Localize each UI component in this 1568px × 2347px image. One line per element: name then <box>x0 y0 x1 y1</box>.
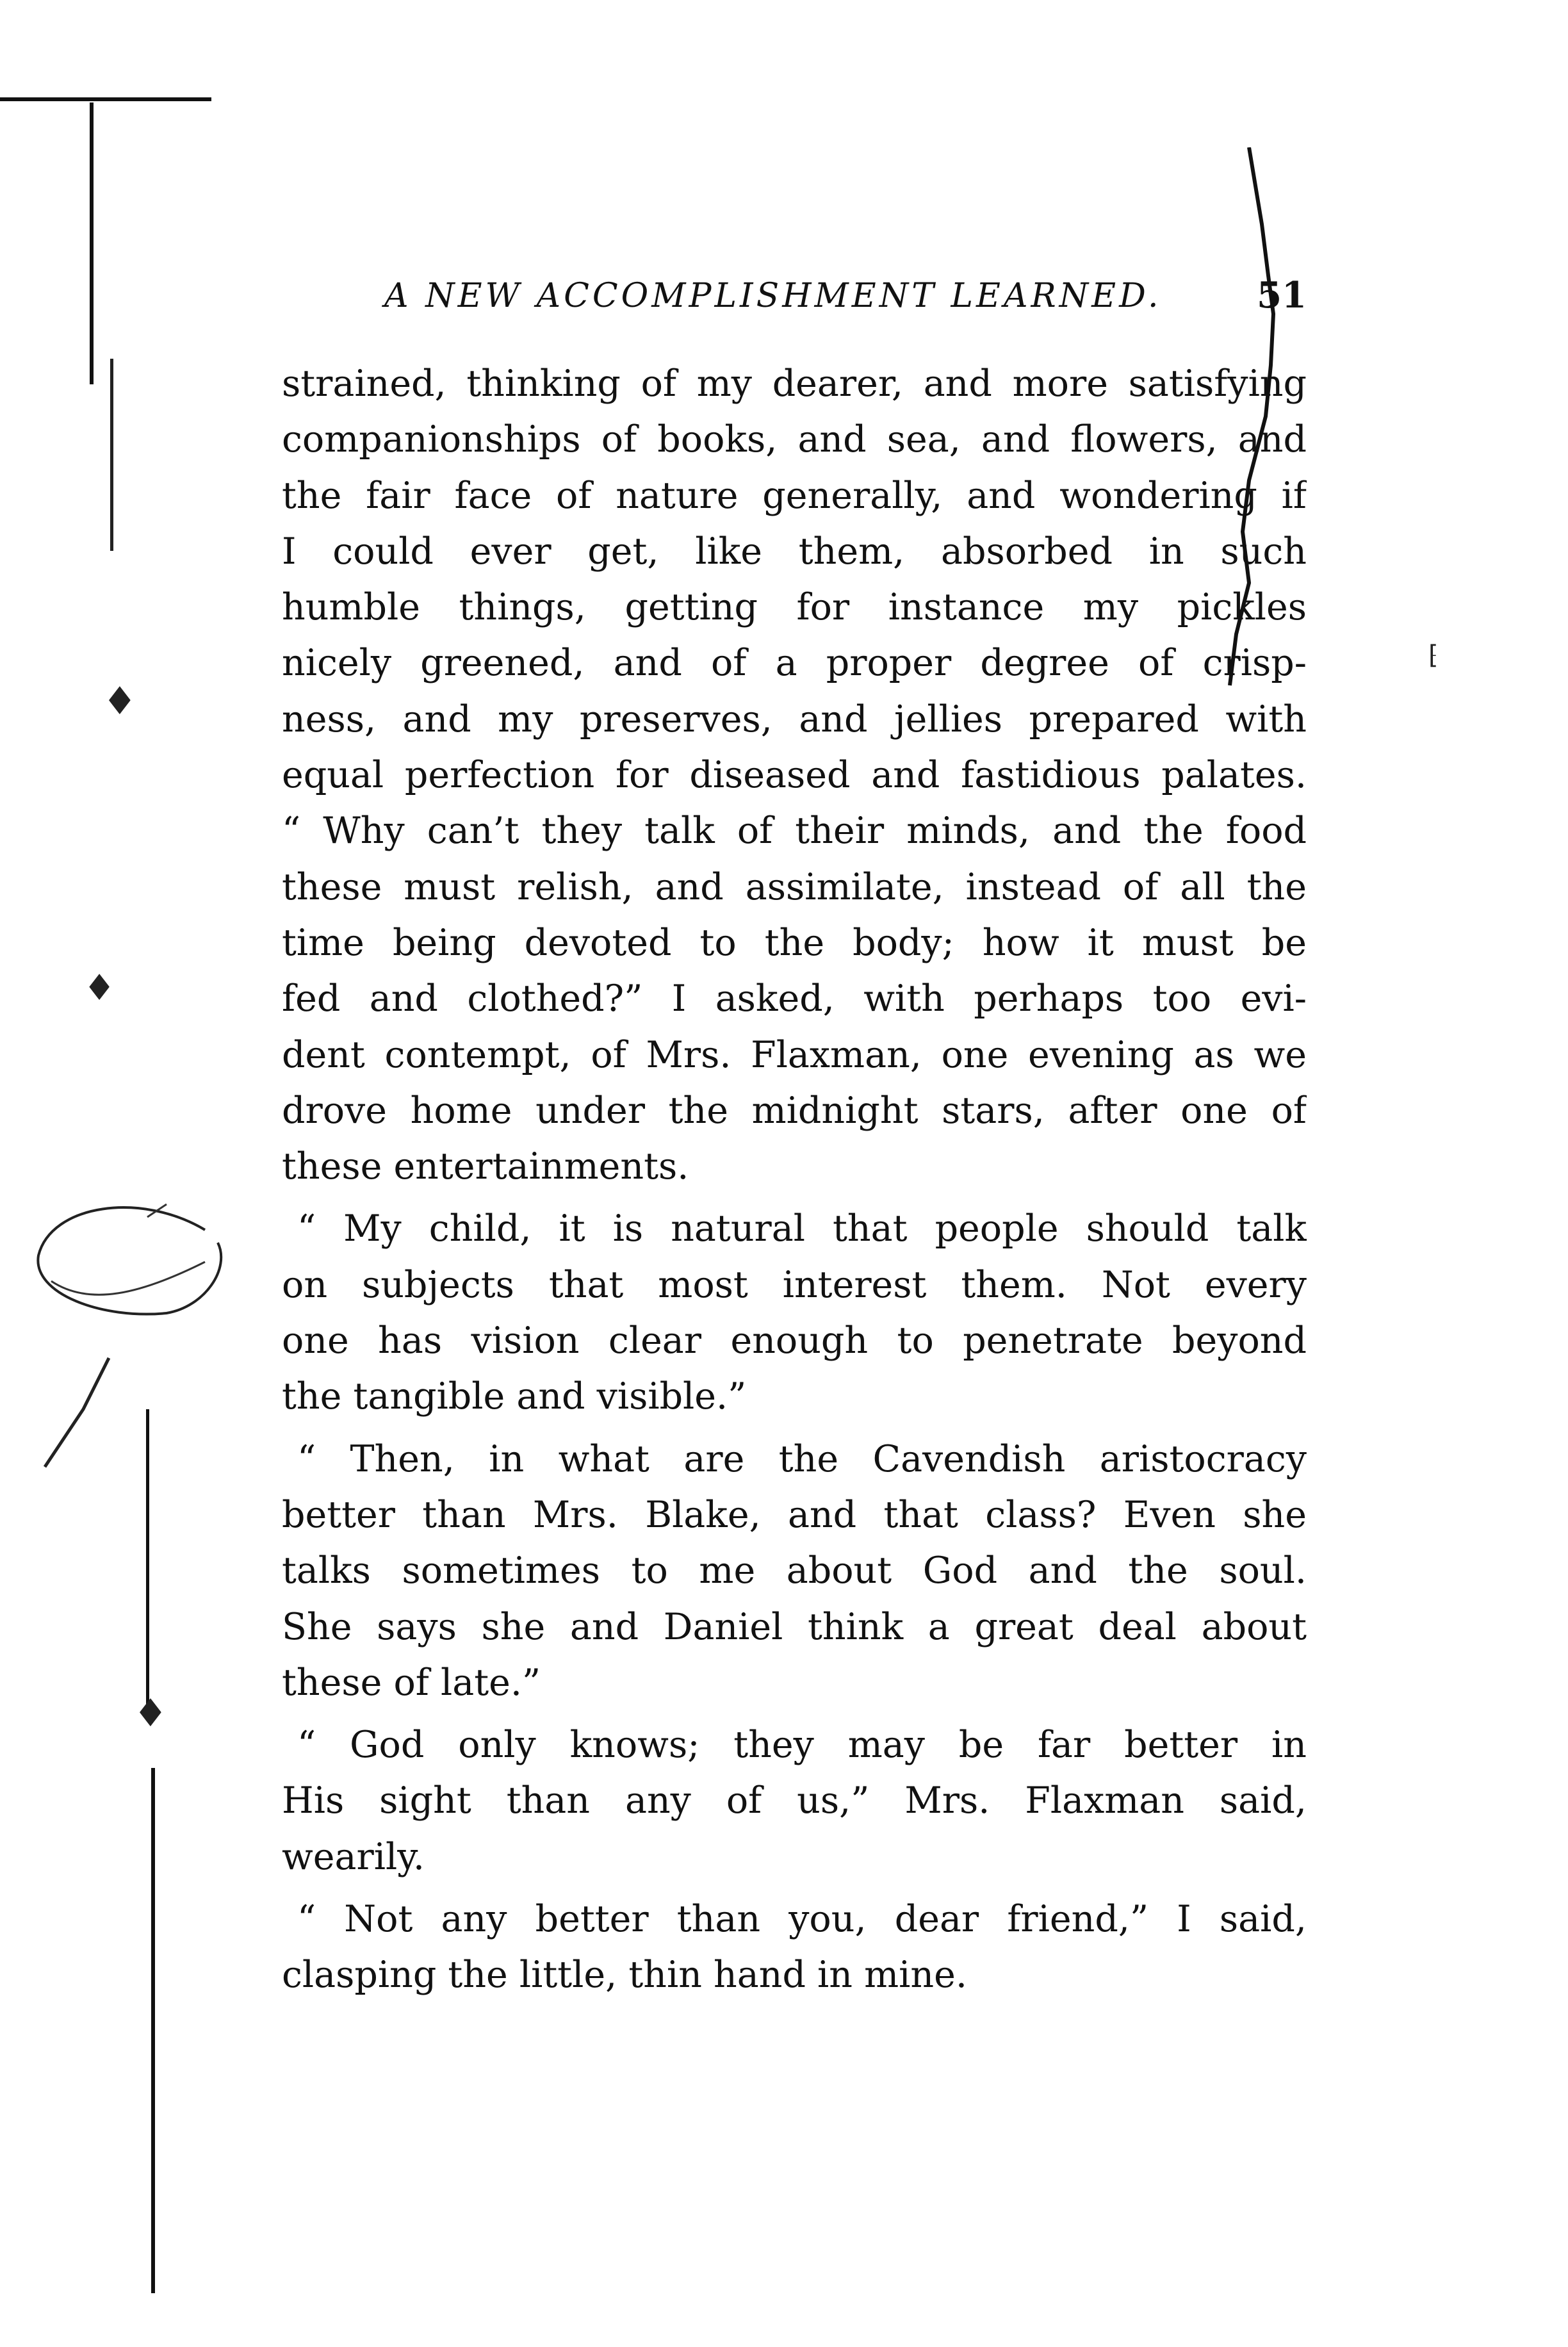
text-line: strained, thinking of my dearer, and more satisfying <box>282 363 1307 405</box>
text-line: wearily. <box>282 1835 425 1878</box>
text-line: I could ever get, like them, absorbed in such <box>282 530 1307 573</box>
running-header <box>384 274 1307 328</box>
text-line: these must relish, and assimilate, instead of all the <box>282 865 1307 908</box>
paragraph-gap <box>282 1425 1307 1432</box>
text-line: these of late.” <box>282 1661 541 1704</box>
paragraph <box>282 356 1307 1195</box>
running-title: A NEW ACCOMPLISHMENT LEARNED. <box>384 277 1162 315</box>
text-line: drove home under the midnight stars, after one of <box>282 1089 1307 1132</box>
page-number: 51 <box>1257 274 1307 316</box>
text-line: fed and clothed?” I asked, with perhaps too evi- <box>282 977 1307 1020</box>
text-line: “ Not any better than you, dear friend,” I said, <box>297 1898 1307 1941</box>
text-line: one has vision clear enough to penetrate beyond <box>282 1320 1307 1362</box>
text-line: dent contempt, of Mrs. Flaxman, one evening as we <box>282 1033 1307 1076</box>
scribble-mark <box>13 1166 269 1473</box>
text-line: “ My child, it is natural that people should talk <box>297 1207 1307 1250</box>
text-line: “ God only knows; they may be far better in <box>297 1724 1307 1767</box>
margin-rule-left <box>90 102 94 384</box>
text-line: humble things, getting for instance my pickles <box>282 586 1307 629</box>
margin-dot-3: ♦ <box>133 1691 168 1736</box>
text-line: nicely greened, and of a proper degree of crisp- <box>282 642 1307 685</box>
text-line: “ Then, in what are the Cavendish aristocracy <box>297 1437 1307 1480</box>
margin-dot-4: ⁅ <box>1428 641 1439 670</box>
margin-rule-left-4 <box>151 1768 155 2293</box>
margin-rule-left-2 <box>110 359 113 551</box>
text-line: equal perfection for diseased and fastidious palates. <box>282 754 1307 797</box>
paragraph <box>282 1201 1307 1425</box>
text-line: better than Mrs. Blake, and that class? Even she <box>282 1493 1307 1536</box>
margin-dot-1: ♦ <box>102 679 137 724</box>
margin-dot-2: ♦ <box>83 967 116 1009</box>
text-line: “ Why can’t they talk of their minds, and the food <box>282 810 1307 853</box>
text-line: companionships of books, and sea, and flowers, and <box>282 418 1307 461</box>
text-line: His sight than any of us,” Mrs. Flaxman said, <box>282 1779 1307 1822</box>
text-line: talks sometimes to me about God and the soul. <box>282 1550 1307 1592</box>
text-line: these entertainments. <box>282 1145 689 1188</box>
body-text <box>282 356 1307 2004</box>
text-line: time being devoted to the body; how it must be <box>282 921 1307 964</box>
paragraph <box>282 1432 1307 1711</box>
paragraph-gap <box>282 1885 1307 1892</box>
paragraph <box>282 1892 1307 2004</box>
text-line: She says she and Daniel think a great deal about <box>282 1605 1307 1648</box>
text-line: the fair face of nature generally, and wondering if <box>282 474 1307 517</box>
margin-rule-top <box>0 97 211 101</box>
text-line: clasping the little, thin hand in mine. <box>282 1954 967 1997</box>
text-line: the tangible and visible.” <box>282 1375 747 1418</box>
text-line: ness, and my preserves, and jellies prepared with <box>282 698 1307 740</box>
paragraph <box>282 1717 1307 1885</box>
text-line: on subjects that most interest them. Not every <box>282 1263 1307 1306</box>
paragraph-gap <box>282 1711 1307 1717</box>
paragraph-gap <box>282 1195 1307 1201</box>
